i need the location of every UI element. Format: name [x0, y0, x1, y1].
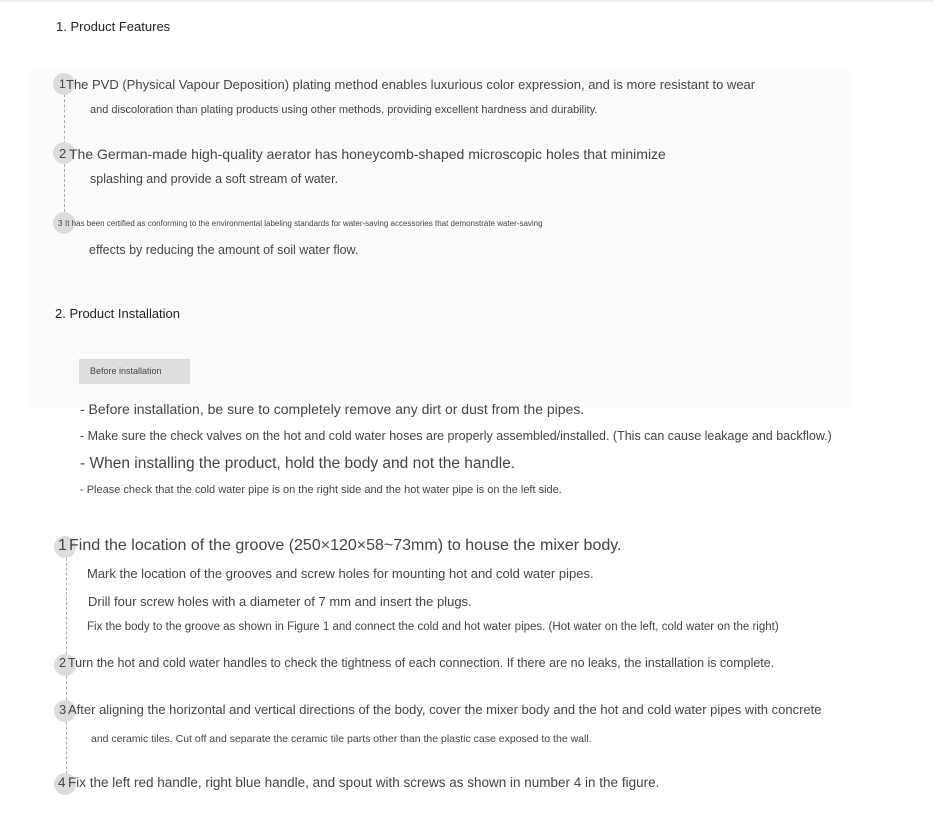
product-installation-heading: 2. Product Installation	[55, 306, 181, 321]
step-number: 3	[59, 702, 67, 717]
feature-text-continued: effects by reducing the amount of soil water flow.	[89, 243, 359, 257]
installation-step-text: Find the location of the groove (250×120×58~73mm) to house the mixer body.	[69, 537, 622, 554]
feature-connector-line	[64, 164, 65, 212]
installation-step-text: Fix the left red handle, right blue handle, and spout with screws as shown in number 4 in the figure.	[68, 775, 660, 790]
installation-substep: and ceramic tiles. Cut off and separate the ceramic tile parts other than the plastic case exposed to the wall.	[91, 733, 592, 745]
step-number: 1	[58, 537, 67, 554]
top-divider	[0, 0, 934, 2]
installation-substep: Mark the location of the grooves and screw holes for mounting hot and cold water pipes.	[87, 566, 594, 581]
precaution-item: - Before installation, be sure to completely remove any dirt or dust from the pipes.	[80, 401, 585, 417]
step-connector-line	[66, 722, 67, 774]
feature-text-continued: splashing and provide a soft stream of water.	[90, 172, 339, 186]
feature-connector-line	[64, 94, 65, 144]
before-installation-label: Before installation	[79, 359, 190, 384]
feature-number: 1	[59, 77, 66, 91]
installation-substep: Fix the body to the groove as shown in Figure 1 and connect the cold and hot water pipes. (Hot water on the left, cold water on the right)	[87, 621, 779, 633]
feature-number: 3	[58, 219, 63, 228]
installation-step-text: Turn the hot and cold water handles to check the tightness of each connection. If there are no leaks, the installation is complete.	[68, 656, 775, 670]
background-panel	[28, 70, 852, 408]
precaution-item: - Please check that the cold water pipe is on the right side and the hot water pipe is on the left side.	[80, 484, 562, 496]
feature-number: 2	[59, 146, 67, 161]
step-connector-line	[66, 558, 67, 654]
precaution-item: - Make sure the check valves on the hot and cold water hoses are properly assembled/installed. (This can cause leakage and backflow.)	[80, 429, 832, 443]
installation-substep: Drill four screw holes with a diameter of 7 mm and insert the plugs.	[88, 594, 472, 609]
product-features-heading: 1. Product Features	[56, 19, 171, 34]
feature-text: The German-made high-quality aerator has honeycomb-shaped microscopic holes that minimize	[69, 146, 666, 162]
step-number: 2	[59, 656, 66, 670]
precaution-item: - When installing the product, hold the body and not the handle.	[80, 455, 516, 472]
step-connector-line	[66, 676, 67, 700]
feature-text-continued: and discoloration than plating products using other methods, providing excellent hardness and durability.	[90, 104, 598, 116]
step-number: 4	[58, 775, 66, 790]
installation-step-text: After aligning the horizontal and vertical directions of the body, cover the mixer body and the hot and cold water pipes with concrete	[68, 702, 822, 717]
feature-text: The PVD (Physical Vapour Deposition) plating method enables luxurious color expression, and is more resistant to wear	[66, 77, 756, 92]
feature-text: It has been certified as conforming to the environmental labeling standards for water-saving accessories that demonstrate water-saving	[65, 219, 543, 228]
